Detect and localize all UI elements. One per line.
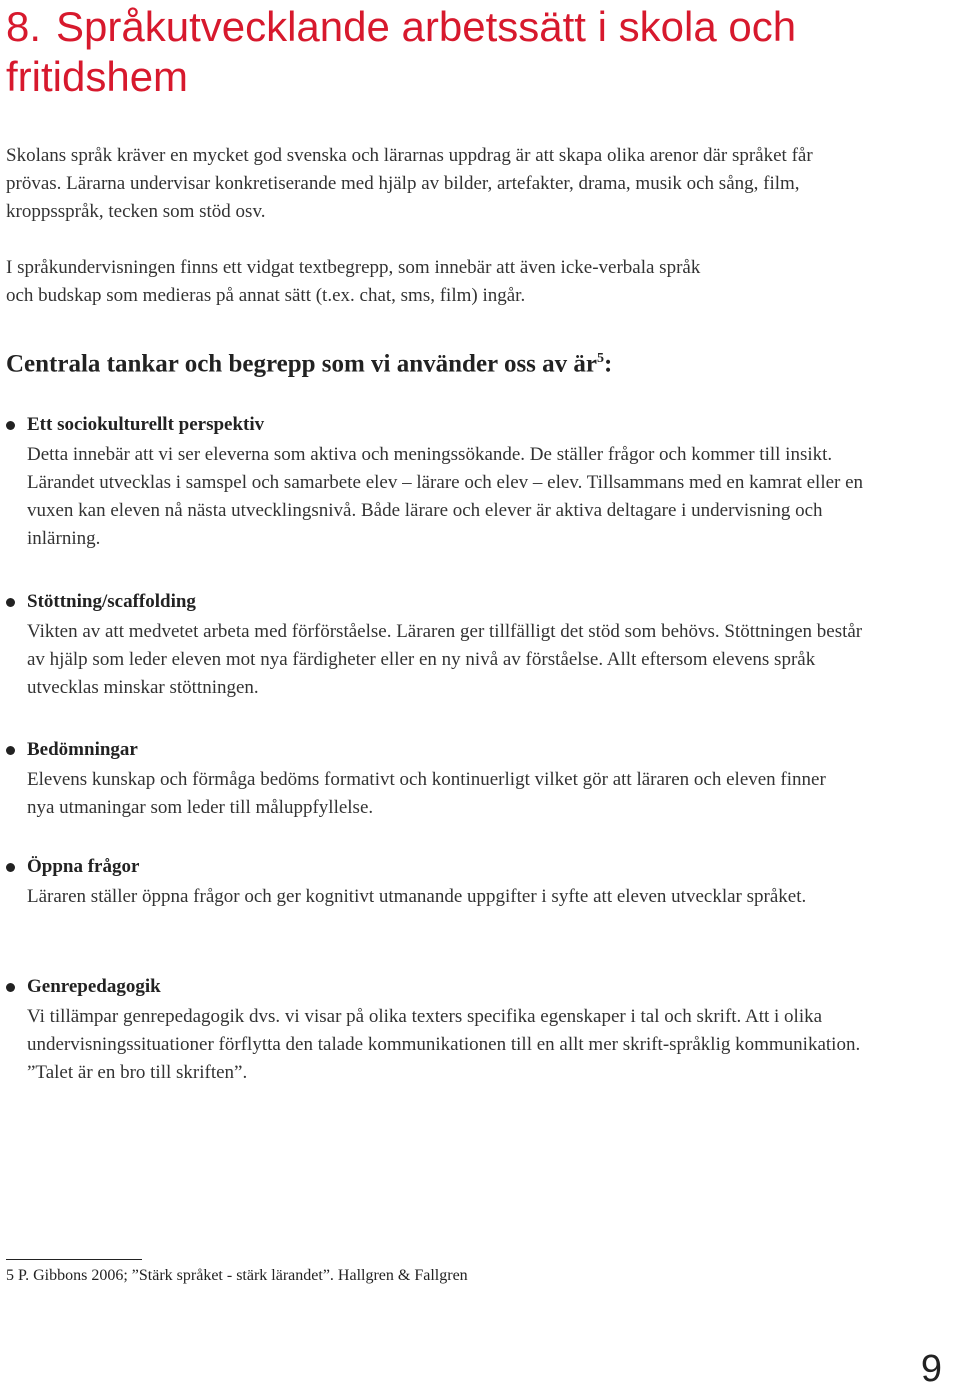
footnote-divider bbox=[6, 1259, 142, 1260]
concept-text: Vikten av att medvetet arbeta med förförståelse. Läraren ger tillfälligt det stöd som behövs. Stöttningen består av hjälp som leder eleven mot nya färdigheter eller en ny nivå av förståelse. Allt eftersom elevens språk utvecklas minskar stöttningen. bbox=[27, 621, 863, 698]
footnote: 5 P. Gibbons 2006; ”Stärk språket - stärk lärandet”. Hallgren & Fallgren bbox=[6, 1267, 468, 1284]
bullet-icon bbox=[6, 863, 15, 872]
concept-text: Vi tillämpar genrepedagogik dvs. vi visar på olika texters specifika egenskaper i tal och skrift. Att i olika undervisningssituationer förflytta den talade kommunikationen till en allt mer skrift-språklig kommunikation. ”Talet är en bro till skriften”. bbox=[27, 1006, 861, 1083]
concept-title: Genrepedagogik bbox=[27, 976, 161, 997]
concept-title: Bedömningar bbox=[27, 739, 138, 760]
concept-item-open-questions bbox=[6, 853, 906, 911]
concept-text: Läraren ställer öppna frågor och ger kognitivt utmanande uppgifter i syfte att eleven utvecklar språket. bbox=[27, 886, 807, 907]
bullet-icon bbox=[6, 983, 15, 992]
section-title bbox=[6, 2, 946, 102]
concepts-heading-text: Centrala tankar och begrepp som vi använder oss av är bbox=[6, 350, 598, 378]
concepts-heading bbox=[6, 342, 612, 381]
concept-title: Stöttning/scaffolding bbox=[27, 591, 196, 612]
section-title-text: Språkutvecklande arbetssätt i skola och fritidshem bbox=[6, 3, 797, 100]
concept-text: Detta innebär att vi ser eleverna som aktiva och meningssökande. De ställer frågor och kommer till insikt. Lärandet utvecklas i samspel och samarbete elev – lärare och elev – elev. Tillsammans med en kamrat eller en vuxen kan eleven nå nästa utvecklingsnivå. Både lärare och elever är aktiva deltagare i undervisning och inlärning. bbox=[27, 444, 864, 549]
page-number: 9 bbox=[920, 1348, 942, 1390]
concept-text: Elevens kunskap och förmåga bedöms formativt och kontinuerligt vilket gör att läraren och eleven finner nya utmaningar som leder till måluppfyllelse. bbox=[27, 769, 826, 818]
bullet-icon bbox=[6, 746, 15, 755]
concepts-heading-suffix: : bbox=[604, 350, 613, 378]
concept-item-genre-pedagogy bbox=[6, 973, 906, 1087]
intro-paragraph-1: Skolans språk kräver en mycket god svenska och lärarnas uppdrag är att skapa olika arenor där språket får prövas. Lärarna undervisar konkretiserande med hjälp av bilder, artefakter, drama, musik och sång, film, kroppsspråk, tecken som stöd osv. bbox=[6, 145, 813, 222]
section-number: 8. bbox=[6, 3, 42, 50]
intro-paragraph-2: I språkundervisningen finns ett vidgat textbegrepp, som innebär att även icke-verbala språk och budskap som medieras på annat sätt (t.ex. chat, sms, film) ingår. bbox=[6, 257, 701, 306]
footnote-reference: 5 bbox=[597, 351, 605, 366]
concept-title: Ett sociokulturellt perspektiv bbox=[27, 414, 265, 435]
concept-item-scaffolding bbox=[6, 588, 906, 702]
bullet-icon bbox=[6, 421, 15, 430]
concept-title: Öppna frågor bbox=[27, 856, 140, 877]
concept-item-assessment bbox=[6, 736, 906, 822]
concept-item-sociocultural bbox=[6, 411, 906, 553]
bullet-icon bbox=[6, 598, 15, 607]
